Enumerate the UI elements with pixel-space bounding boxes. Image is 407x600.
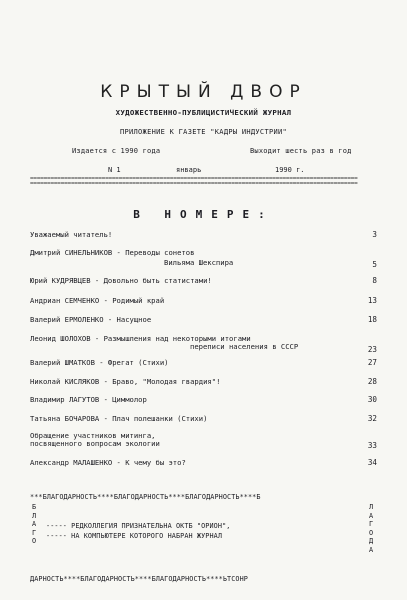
toc-entry-page: 27	[367, 358, 377, 367]
toc-entry-title: Татьяна БОЧАРОВА - Плач полешанки (Стихи)	[30, 414, 208, 423]
toc-entry-page: 30	[367, 395, 377, 404]
magazine-subtitle: ХУДОЖЕСТВЕННО-ПУБЛИЦИСТИЧЕСКИЙ ЖУРНАЛ	[115, 108, 292, 117]
toc-entry-continuation: переписи населения в СССР	[190, 342, 299, 351]
toc-entry-page: 18	[367, 315, 377, 324]
toc-entry-page: 3	[372, 230, 377, 239]
toc-entry-title: Андриан СЕМЧЕНКО - Родимый край	[30, 296, 165, 305]
toc-entry-page: 28	[367, 377, 377, 386]
acknowledgement-bottom-border: ДАРНОСТЬ****БЛАГОДАРНОСТЬ****БЛАГОДАРНОСТЬ****ЬТСОНР	[30, 575, 248, 583]
toc-entry-title: Юрий КУДРЯВЦЕВ - Довольно быть статистами!	[30, 276, 212, 285]
acknowledgement-left-border: Б Л А Г О	[31, 503, 37, 546]
toc-entry-title: Александр МАЛАШЕНКО - К чему бы это?	[30, 458, 186, 467]
acknowledgement-right-border: Л А Г О Д А	[368, 503, 374, 554]
toc-entry-page: 5	[372, 260, 377, 269]
divider-rule: ================================================================================================	[30, 180, 358, 187]
toc-entry-page: 32	[367, 414, 377, 423]
toc-entry-title: Дмитрий СИНЕЛЬНИКОВ - Переводы сонетов	[30, 248, 195, 257]
toc-entry-page: 33	[367, 441, 377, 450]
toc-entry-title: Валерий ЕРМОЛЕНКО - Насущное	[30, 315, 152, 324]
magazine-title: КРЫТЫЙ ДВОР	[100, 82, 307, 102]
acknowledgement-box	[0, 493, 407, 593]
toc-entry-title: Леонид ШОЛОХОВ - Размышления над некоторыми итогами	[30, 334, 251, 343]
acknowledgement-top-border: ***БЛАГОДАРНОСТЬ****БЛАГОДАРНОСТЬ****БЛАГОДАРНОСТЬ****Б	[30, 493, 261, 501]
contents-heading: В НОМЕРЕ:	[133, 208, 274, 221]
acknowledgement-message-line: ----- РЕДКОЛЛЕГИЯ ПРИЗНАТЕЛЬНА ОКТБ "ОРИОН",	[46, 522, 231, 530]
issue-year: 1990 г.	[275, 166, 305, 174]
divider-rule: ================================================================================================	[30, 175, 358, 182]
toc-entry-page: 34	[367, 458, 377, 467]
toc-entry-page: 8	[372, 276, 377, 285]
issue-month: январь	[176, 166, 202, 174]
published-since: Издается с 1990 года	[72, 147, 161, 155]
toc-entry-title: Владимир ЛАГУТОВ - Циммолор	[30, 395, 147, 404]
toc-entry-title: Обращение участников митинга,	[30, 431, 156, 440]
toc-entry-title: Уважаемый читатель!	[30, 230, 113, 239]
toc-entry-page: 23	[367, 345, 377, 354]
toc-entry-title: Валерий ШМАТКОВ - Фрегат (Стихи)	[30, 358, 169, 367]
acknowledgement-message-line: ----- НА КОМПЬЮТЕРЕ КОТОРОГО НАБРАН ЖУРНАЛ	[46, 532, 223, 540]
toc-entry-title: Николай КИСЛЯКОВ - Браво, "Молодая гвардия"!	[30, 377, 221, 386]
supplement-line: ПРИЛОЖЕНИЕ К ГАЗЕТЕ "КАДРЫ ИНДУСТРИИ"	[119, 128, 288, 136]
issue-number: N 1	[108, 166, 121, 174]
toc-entry-page: 13	[367, 296, 377, 305]
toc-entry-continuation: Вильяма Шекспира	[164, 258, 234, 267]
publication-frequency: Выходит шесть раз в год	[250, 147, 352, 155]
toc-entry-continuation: посвященного вопросам экологии	[30, 439, 160, 448]
